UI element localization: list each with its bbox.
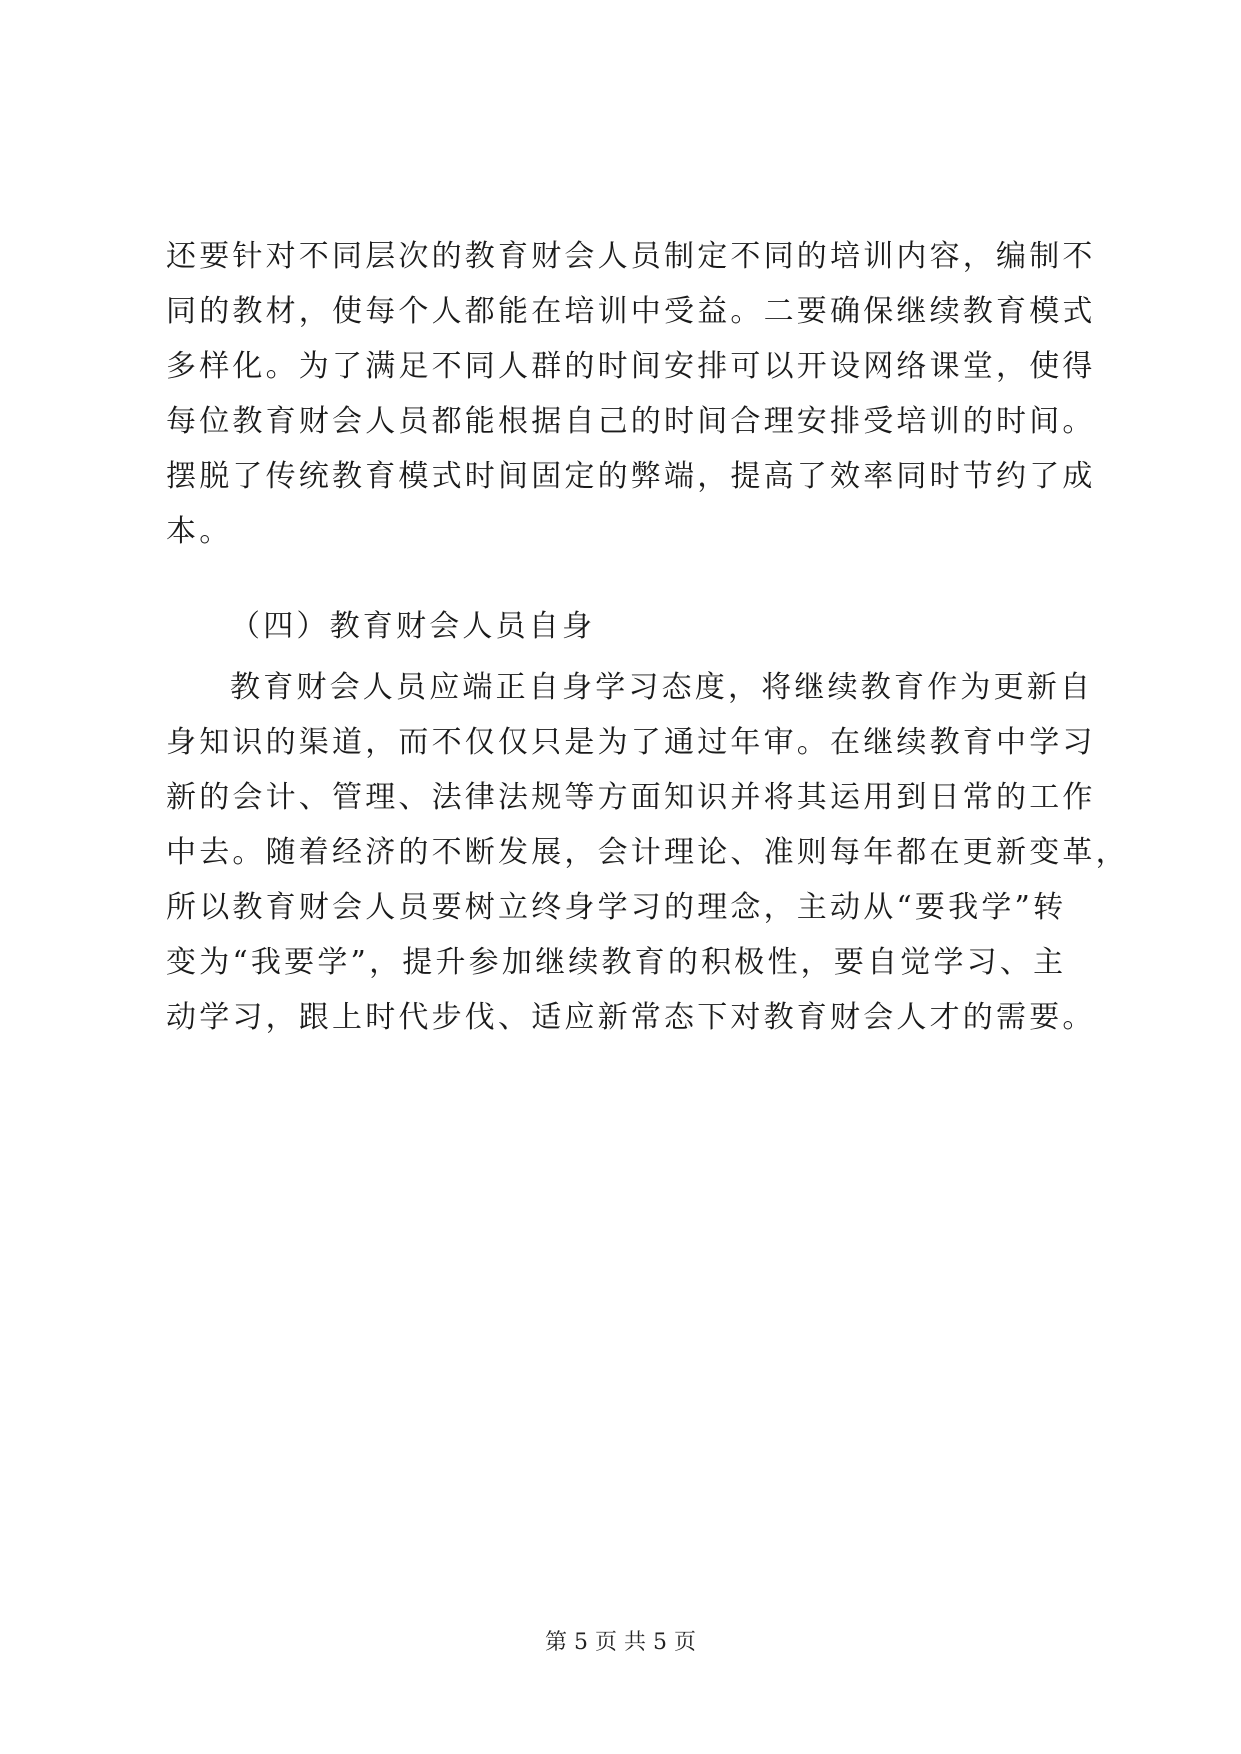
paragraph-line bbox=[0, 830, 1241, 876]
text-line: 教育财会人员应端正自身学习态度，将继续教育作为更新自 bbox=[230, 670, 1094, 705]
text-line: 动学习，跟上时代步伐、适应新常态下对教育财会人才的需要。 bbox=[166, 1000, 1096, 1035]
text-line: 所以教育财会人员要树立终身学习的理念，主动从“要我学”转 bbox=[166, 890, 1067, 925]
text-line: 多样化。为了满足不同人群的时间安排可以开设网络课堂，使得 bbox=[166, 349, 1096, 384]
text-line: 每位教育财会人员都能根据自己的时间合理安排受培训的时间。 bbox=[166, 404, 1096, 439]
text-line: 本。 bbox=[166, 514, 233, 549]
paragraph-line bbox=[0, 399, 1241, 445]
page-number: 第 5 页 共 5 页 bbox=[545, 1630, 696, 1655]
section-heading-line bbox=[0, 604, 1241, 650]
paragraph-line bbox=[0, 289, 1241, 335]
paragraph-line bbox=[0, 665, 1241, 711]
paragraph-line bbox=[0, 454, 1241, 500]
text-line: 同的教材，使每个人都能在培训中受益。二要确保继续教育模式 bbox=[166, 294, 1096, 329]
paragraph-line bbox=[0, 775, 1241, 821]
text-line: 变为“我要学”，提升参加继续教育的积极性，要自觉学习、主 bbox=[166, 945, 1067, 980]
paragraph-line bbox=[0, 509, 1241, 555]
text-line: 还要针对不同层次的教育财会人员制定不同的培训内容，编制不 bbox=[166, 239, 1096, 274]
text-line: 新的会计、管理、法律法规等方面知识并将其运用到日常的工作 bbox=[166, 780, 1096, 815]
text-line: 身知识的渠道，而不仅仅只是为了通过年审。在继续教育中学习 bbox=[166, 725, 1096, 760]
paragraph-line bbox=[0, 720, 1241, 766]
paragraph-line bbox=[0, 234, 1241, 280]
text-line: 摆脱了传统教育模式时间固定的弊端，提高了效率同时节约了成 bbox=[166, 459, 1096, 494]
paragraph-line bbox=[0, 344, 1241, 390]
page-footer bbox=[0, 1628, 1241, 1658]
text-line: 中去。随着经济的不断发展，会计理论、准则每年都在更新变革， bbox=[166, 835, 1129, 870]
paragraph-line bbox=[0, 940, 1241, 986]
paragraph-line bbox=[0, 995, 1241, 1041]
paragraph-line bbox=[0, 885, 1241, 931]
section-heading: （四）教育财会人员自身 bbox=[230, 609, 596, 644]
